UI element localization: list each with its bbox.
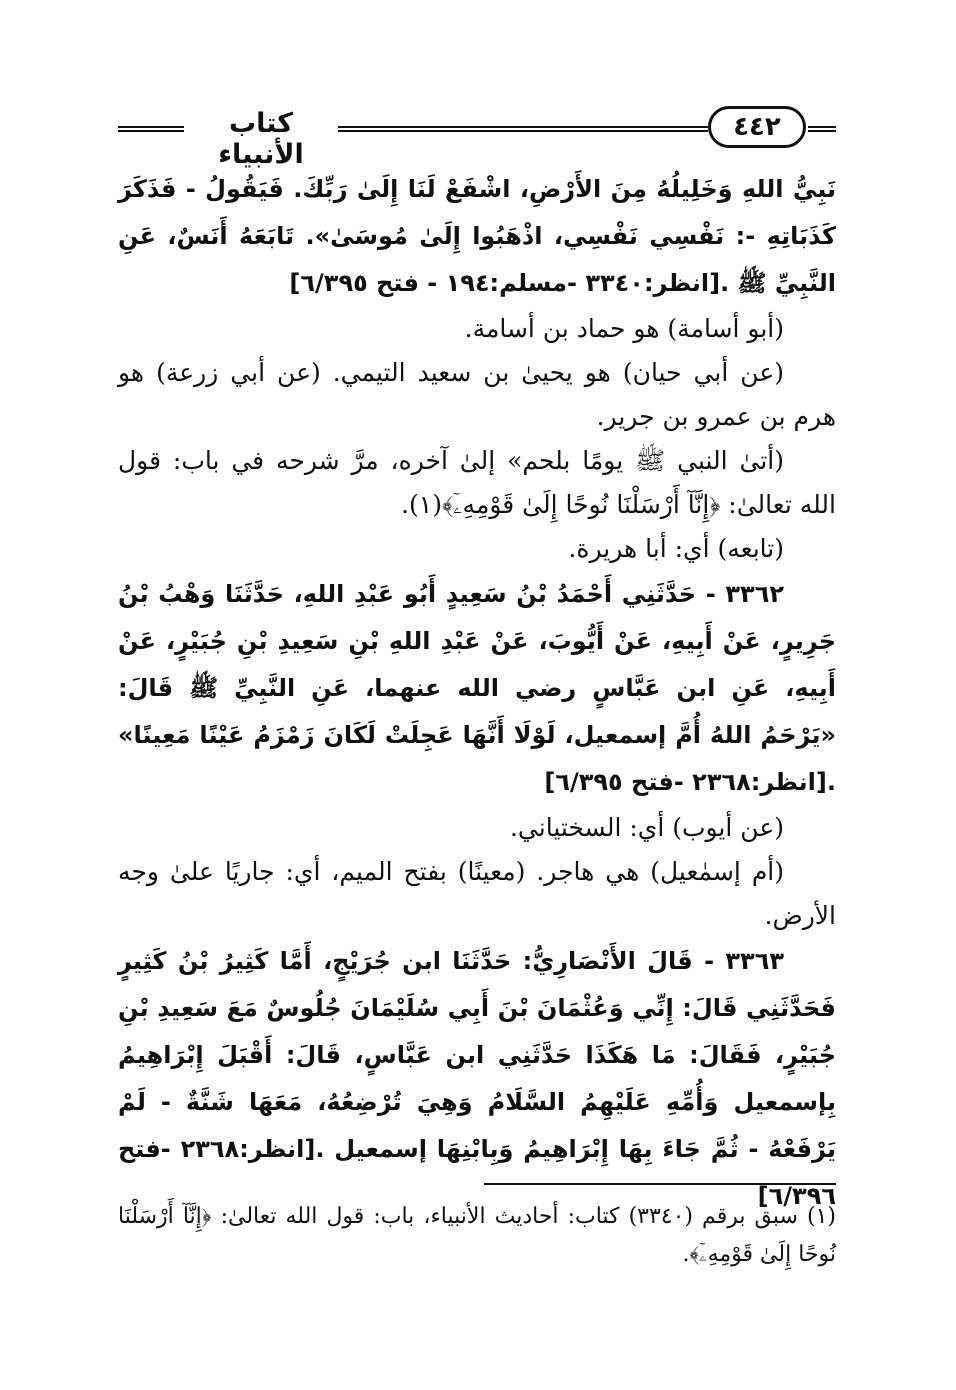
hadith-continuation: نَبِيُّ اللهِ وَخَلِيلُهُ مِنَ الأَرْضِ، اشْفَعْ لَنَا إِلَىٰ رَبِّكَ. فَيَقُولُ - فَذَكَرَ كَذَبَاتِهِ -: نَفْسِي نَفْسِي، اذْهَبُوا إِلَىٰ مُوسَىٰ». تَابَعَهُ أَنَسٌ، عَنِ النَّبِيِّ ﷺ .[انظر:٣٣٤٠ -مسلم:١٩٤ - فتح ٦/٣٩٥]: [118, 175, 836, 297]
main-text: [118, 166, 836, 1220]
page-header: [118, 102, 836, 170]
commentary-abu-hayyan: (عن أبي حيان) هو يحيىٰ بن سعيد التيمي. (عن أبي زرعة) هو هرم بن عمرو بن جرير.: [118, 358, 836, 431]
header-rule-left: [118, 126, 184, 132]
footnote-divider: [484, 1183, 836, 1185]
page-number: ٤٤٢: [708, 106, 806, 148]
header-rule-middle: [338, 126, 708, 132]
commentary-ayyub: (عن أيوب) أي: السختياني.: [509, 813, 784, 842]
commentary-umm-ismail: (أم إسمٰعيل) هي هاجر. (معينًا) بفتح الميم، أي: جاريًا علىٰ وجه الأرض.: [118, 857, 836, 930]
commentary-abu-usama: (أبو أسامة) هو حماد بن أسامة.: [464, 314, 784, 343]
hadith-3362: ٣٣٦٢ - حَدَّثَنِي أَحْمَدُ بْنُ سَعِيدٍ أَبُو عَبْدِ اللهِ، حَدَّثَنَا وَهْبُ بْنُ جَرِيرٍ، عَنْ أَبِيهِ، عَنْ أَيُّوبَ، عَنْ عَبْدِ اللهِ بْنِ سَعِيدِ بْنِ جُبَيْرٍ، عَنْ أَبِيهِ، عَنِ ابن عَبَّاسٍ رضي الله عنهما، عَنِ النَّبِيِّ ﷺ قَالَ: «يَرْحَمُ اللهُ أُمَّ إسمعيل، لَوْلَا أَنَّهَا عَجِلَتْ لَكَانَ زَمْزَمُ عَيْنًا مَعِينًا» .[انظر:٢٣٦٨ -فتح ٦/٣٩٥]: [118, 580, 836, 796]
hadith-3363: ٣٣٦٣ - قَالَ الأَنْصَارِيُّ: حَدَّثَنَا ابن جُرَيْجٍ، أَمَّا كَثِيرُ بْنُ كَثِيرٍ فَحَدَّثَنِي قَالَ: إِنِّي وَعُثْمَانَ بْنَ أَبِي سُلَيْمَانَ جُلُوسٌ مَعَ سَعِيدِ بْنِ جُبَيْرٍ، فَقَالَ: مَا هَكَذَا حَدَّثَنِي ابن عَبَّاسٍ، قَالَ: أَقْبَلَ إِبْرَاهِيمُ بِإسمعيل وَأُمِّهِ عَلَيْهِمُ السَّلَامُ وَهِيَ تُرْضِعُهُ، مَعَهَا شَنَّةٌ - لَمْ يَرْفَعْهُ - ثُمَّ جَاءَ بِهَا إِبْرَاهِيمُ وَبِابْنِهَا إسمعيل .[انظر:٢٣٦٨ -فتح ٦/٣٩٦]: [118, 947, 837, 1210]
header-rule-right: [808, 126, 836, 132]
commentary-meat: (أتىٰ النبي ﷺ يومًا بلحم» إلىٰ آخره، مرَّ شرحه في باب: قول الله تعالىٰ: ﴿إِنَّآ أَرْسَلْنَا نُوحًا إِلَىٰ قَوْمِهِۦٓ﴾(١).: [118, 446, 836, 519]
commentary-tabaahu: (تابعه) أي: أبا هريرة.: [568, 534, 784, 563]
running-title: كتاب الأنبياء: [218, 108, 304, 170]
footnote-1: (١) سبق برقم (٣٣٤٠) كتاب: أحاديث الأنبياء، باب: قول الله تعالىٰ: ﴿إِنَّآ أَرْسَلْنَا نُوحًا إِلَىٰ قَوْمِهِۦٓ﴾.: [118, 1204, 836, 1267]
